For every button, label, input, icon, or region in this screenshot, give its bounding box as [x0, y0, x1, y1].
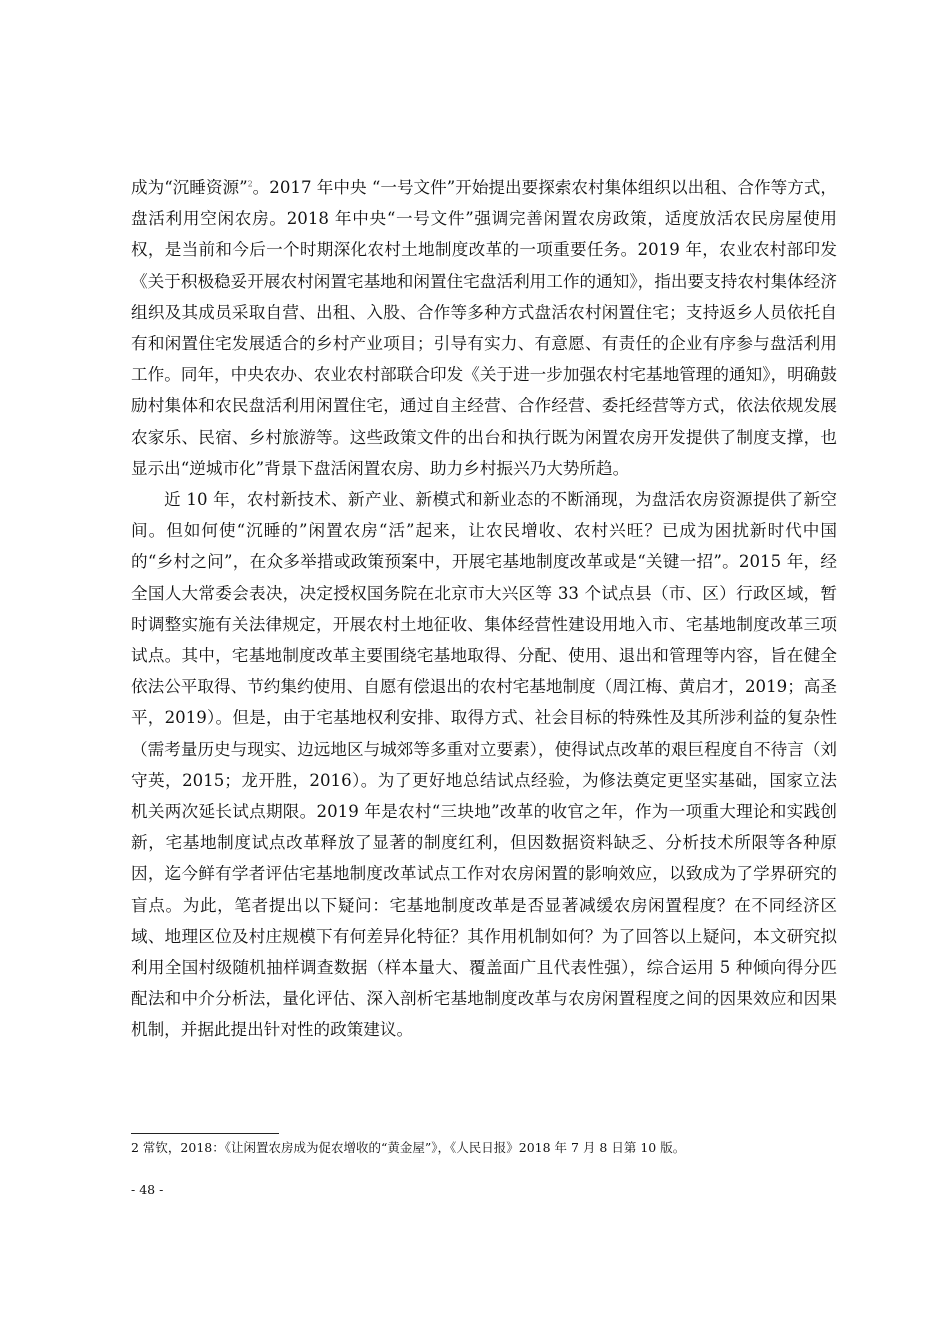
paragraph-1-rest: 。2017 年中央 “一号文件”开始提出要探索农村集体组织以出租、合作等方式，盘活利用空闲农房。2018 年中央“一号文件”强调完善闲置农房政策，适度放活农民房屋使用权，是当前和今后一个时期深化农村土地制度改革的一项重要任务。2019 年，农业农村部印发《关于积极稳妥开展农村闲置宅基地和闲置住宅盘活利用工作的通知》，指出要支持农村集体经济组织及其成员采取自营、出租、入股、合作等多种方式盘活农村闲置住宅；支持返乡人员依托自有和闲置住宅发展适合的乡村产业项目；引导有实力、有意愿、有责任的企业有序参与盘活利用工作。同年，中央农办、农业农村部联合印发《关于进一步加强农村宅基地管理的通知》，明确鼓励村集体和农民盘活利用闲置住宅，通过自主经营、合作经营、委托经营等方式，依法依规发展农家乐、民宿、乡村旅游等。这些政策文件的出台和执行既为闲置农房开发提供了制度支撑，也显示出“逆城市化”背景下盘活闲置农房、助力乡村振兴乃大势所趋。 — [131, 178, 838, 478]
body-text — [131, 172, 837, 1046]
footnote-divider — [131, 1133, 279, 1134]
paragraph-1 — [131, 172, 837, 484]
footnote-ref[interactable]: 2 — [247, 179, 253, 189]
paragraph-1-lead: 成为“沉睡资源” — [131, 178, 248, 197]
page-number: - 48 - — [131, 1182, 164, 1197]
paragraph-2: 近 10 年，农村新技术、新产业、新模式和新业态的不断涌现，为盘活农房资源提供了新空间。但如何使“沉睡的”闲置农房“活”起来，让农民增收、农村兴旺？已成为困扰新时代中国的“乡村之问”，在众多举措或政策预案中，开展宅基地制度改革或是“关键一招”。2015 年，经全国人大常委会表决，决定授权国务院在北京市大兴区等 33 个试点县（市、区）行政区域，暂时调整实施有关法律规定，开展农村土地征收、集体经营性建设用地入市、宅基地制度改革三项试点。其中，宅基地制度改革主要围绕宅基地取得、分配、使用、退出和管理等内容，旨在健全依法公平取得、节约集约使用、自愿有偿退出的农村宅基地制度（周江梅、黄启才，2019；高圣平，2019）。但是，由于宅基地权利安排、取得方式、社会目标的特殊性及其所涉利益的复杂性（需考量历史与现实、边远地区与城郊等多重对立要素），使得试点改革的艰巨程度自不待言（刘守英，2015；龙开胜，2016）。为了更好地总结试点经验，为修法奠定更坚实基础，国家立法机关两次延长试点期限。2019 年是农村“三块地”改革的收官之年，作为一项重大理论和实践创新，宅基地制度试点改革释放了显著的制度红利，但因数据资料缺乏、分析技术所限等各种原因，迄今鲜有学者评估宅基地制度改革试点工作对农房闲置的影响效应，以致成为了学界研究的盲点。为此，笔者提出以下疑问：宅基地制度改革是否显著减缓农房闲置程度？在不同经济区域、地理区位及村庄规模下有何差异化特征？其作用机制如何？为了回答以上疑问，本文研究拟利用全国村级随机抽样调查数据（样本量大、覆盖面广且代表性强），综合运用 5 种倾向得分匹配法和中介分析法，量化评估、深入剖析宅基地制度改革与农房闲置程度之间的因果效应和因果机制，并据此提出针对性的政策建议。 — [131, 490, 837, 1040]
footnote: 2 常钦，2018：《让闲置农房成为促农增收的“黄金屋”》，《人民日报》2018 年 7 月 8 日第 10 版。 — [131, 1140, 686, 1155]
